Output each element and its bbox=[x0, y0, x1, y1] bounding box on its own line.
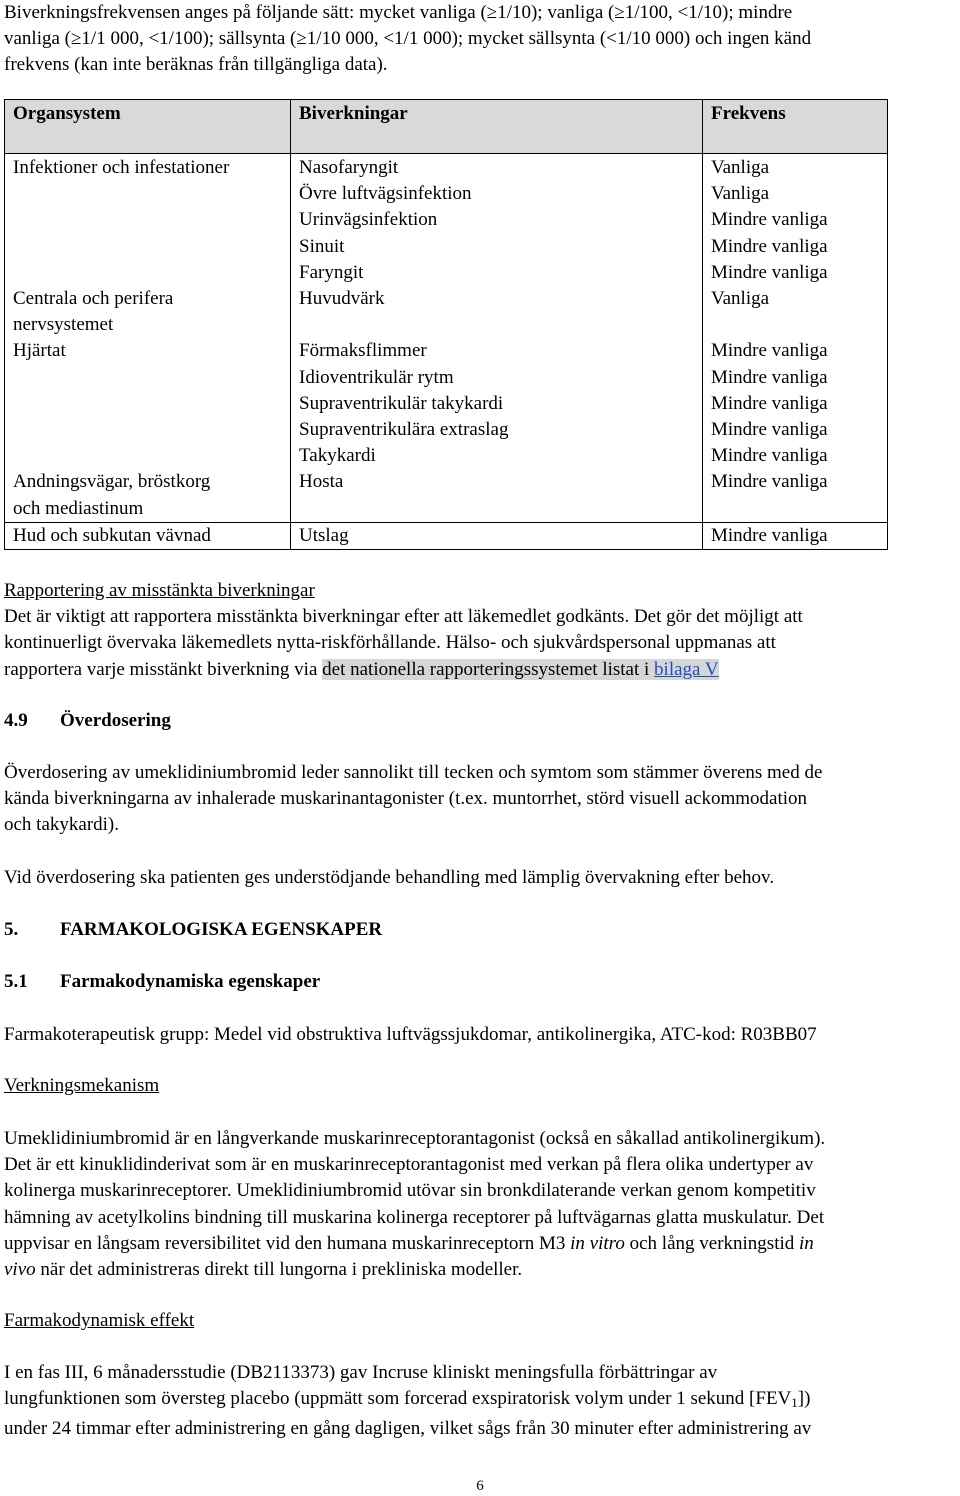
header-frequency: Frekvens bbox=[703, 100, 888, 154]
intro-line: frekvens (kan inte beräknas från tillgängliga data). bbox=[4, 54, 388, 76]
effects-cell: Förmaksflimmer Idioventrikulär rytm Supraventrikulär takykardi Supraventrikulära extraslag Takykardi bbox=[291, 338, 703, 469]
section-heading-4-9: 4.9 Överdosering bbox=[4, 710, 171, 731]
reporting-line: rapportera varje misstänkt biverkning via det nationella rapporteringssystemet listat i bilaga V bbox=[4, 658, 719, 680]
table-row bbox=[5, 338, 888, 469]
organ-cell: Hjärtat bbox=[5, 338, 291, 469]
section-heading-5-1: 5.1 Farmakodynamiska egenskaper bbox=[4, 971, 321, 992]
table-row bbox=[5, 286, 888, 338]
annex-v-link[interactable]: bilaga V bbox=[654, 658, 719, 680]
table-row bbox=[5, 469, 888, 522]
effect-paragraph: I en fas III, 6 månadersstudie (DB2113373) gav Incruse kliniskt meningsfulla förbättringar av lungfunktionen som översteg placebo (uppmätt som forcerad exspiratorisk volym under 1 sekund $[FEV_1]$) under 24 timmar efter administrering en gång dagligen, vilket sågs från 30 minuter efter administrering av bbox=[4, 1362, 812, 1440]
effects-cell: Hosta bbox=[291, 469, 703, 522]
reporting-section bbox=[4, 578, 803, 683]
overdose-treatment-paragraph: Vid överdosering ska patienten ges understödjande behandling med lämplig övervakning efter behov. bbox=[4, 867, 775, 888]
effects-cell: Utslag bbox=[291, 522, 703, 549]
effect-heading: Farmakodynamisk effekt bbox=[4, 1310, 195, 1331]
table-header-row bbox=[5, 100, 888, 154]
header-organ-system: Organsystem bbox=[5, 100, 291, 154]
reporting-line: kontinuerligt övervaka läkemedlets nytta-riskförhållande. Hälso- och sjukvårdspersonal uppmanas att bbox=[4, 632, 776, 654]
page-number: 6 bbox=[476, 1478, 484, 1494]
frequency-cell: Mindre vanliga bbox=[703, 522, 888, 549]
frequency-cell: Vanliga Vanliga Mindre vanliga Mindre vanliga Mindre vanliga bbox=[703, 154, 888, 287]
mechanism-paragraph: Umeklidiniumbromid är en långverkande muskarinreceptorantagonist (också en såkallad antikolinergikum). Det är ett kinuklidinderivat som är en muskarinreceptorantagonist med verkan på flera olika undertyper av kolinerga muskarinreceptorer. Umeklidiniumbromid utövar sin bronkdilaterande verkan genom kompetitiv hämning av acetylkolins bindning till muskarina kolinerga receptorer på luftvägarnas glatta muskulatur. Det uppvisar en långsam reversibilitet vid den humana muskarinreceptorn M3 in vitro och lång verkningstid in vivo när det administreras direkt till lungorna i prekliniska modeller. bbox=[4, 1128, 826, 1281]
organ-cell: Centrala och perifera nervsystemet bbox=[5, 286, 291, 338]
frequency-cell: Mindre vanliga Mindre vanliga Mindre vanliga Mindre vanliga Mindre vanliga bbox=[703, 338, 888, 469]
frequency-cell: Vanliga bbox=[703, 286, 888, 338]
reporting-line: Det är viktigt att rapportera misstänkta biverkningar efter att läkemedlet godkänts. Det gör det möjligt att bbox=[4, 606, 803, 628]
table-row bbox=[5, 154, 888, 287]
organ-cell: Hud och subkutan vävnad bbox=[5, 522, 291, 549]
organ-cell: Infektioner och infestationer bbox=[5, 154, 291, 287]
section-heading-5: 5. FARMAKOLOGISKA EGENSKAPER bbox=[4, 919, 383, 940]
effects-cell: Nasofaryngit Övre luftvägsinfektion Urinvägsinfektion Sinuit Faryngit bbox=[291, 154, 703, 287]
table-row bbox=[5, 522, 888, 549]
effects-cell: Huvudvärk bbox=[291, 286, 703, 338]
overdose-paragraph: Överdosering av umeklidiniumbromid leder sannolikt till tecken och symtom som stämmer överens med de kända biverkningarna av inhalerade muskarinantagonister (t.ex. muntorrhet, störd visuell ackommodation och takykardi). bbox=[4, 762, 823, 836]
organ-cell: Andningsvägar, bröstkorg och mediastinum bbox=[5, 469, 291, 522]
reporting-heading: Rapportering av misstänkta biverkningar bbox=[4, 580, 315, 601]
intro-line: vanliga (≥1/1 000, <1/100); sällsynta (≥1/10 000, <1/1 000); mycket sällsynta (<1/10 000) och ingen känd bbox=[4, 28, 812, 50]
frequency-cell: Mindre vanliga bbox=[703, 469, 888, 522]
header-adverse-reactions: Biverkningar bbox=[291, 100, 703, 154]
highlighted-text: det nationella rapporteringssystemet listat i bilaga V bbox=[322, 658, 719, 680]
frequency-intro bbox=[4, 0, 811, 79]
intro-line: Biverkningsfrekvensen anges på följande sätt: mycket vanliga (≥1/10); vanliga (≥1/100, <1/10); mindre bbox=[4, 2, 793, 23]
pharmacotherapeutic-group: Farmakoterapeutisk grupp: Medel vid obstruktiva luftvägssjukdomar, antikolinergika, ATC-kod: R03BB07 bbox=[4, 1024, 817, 1045]
adverse-reactions-table bbox=[4, 99, 888, 550]
mechanism-heading: Verkningsmekanism bbox=[4, 1075, 160, 1096]
